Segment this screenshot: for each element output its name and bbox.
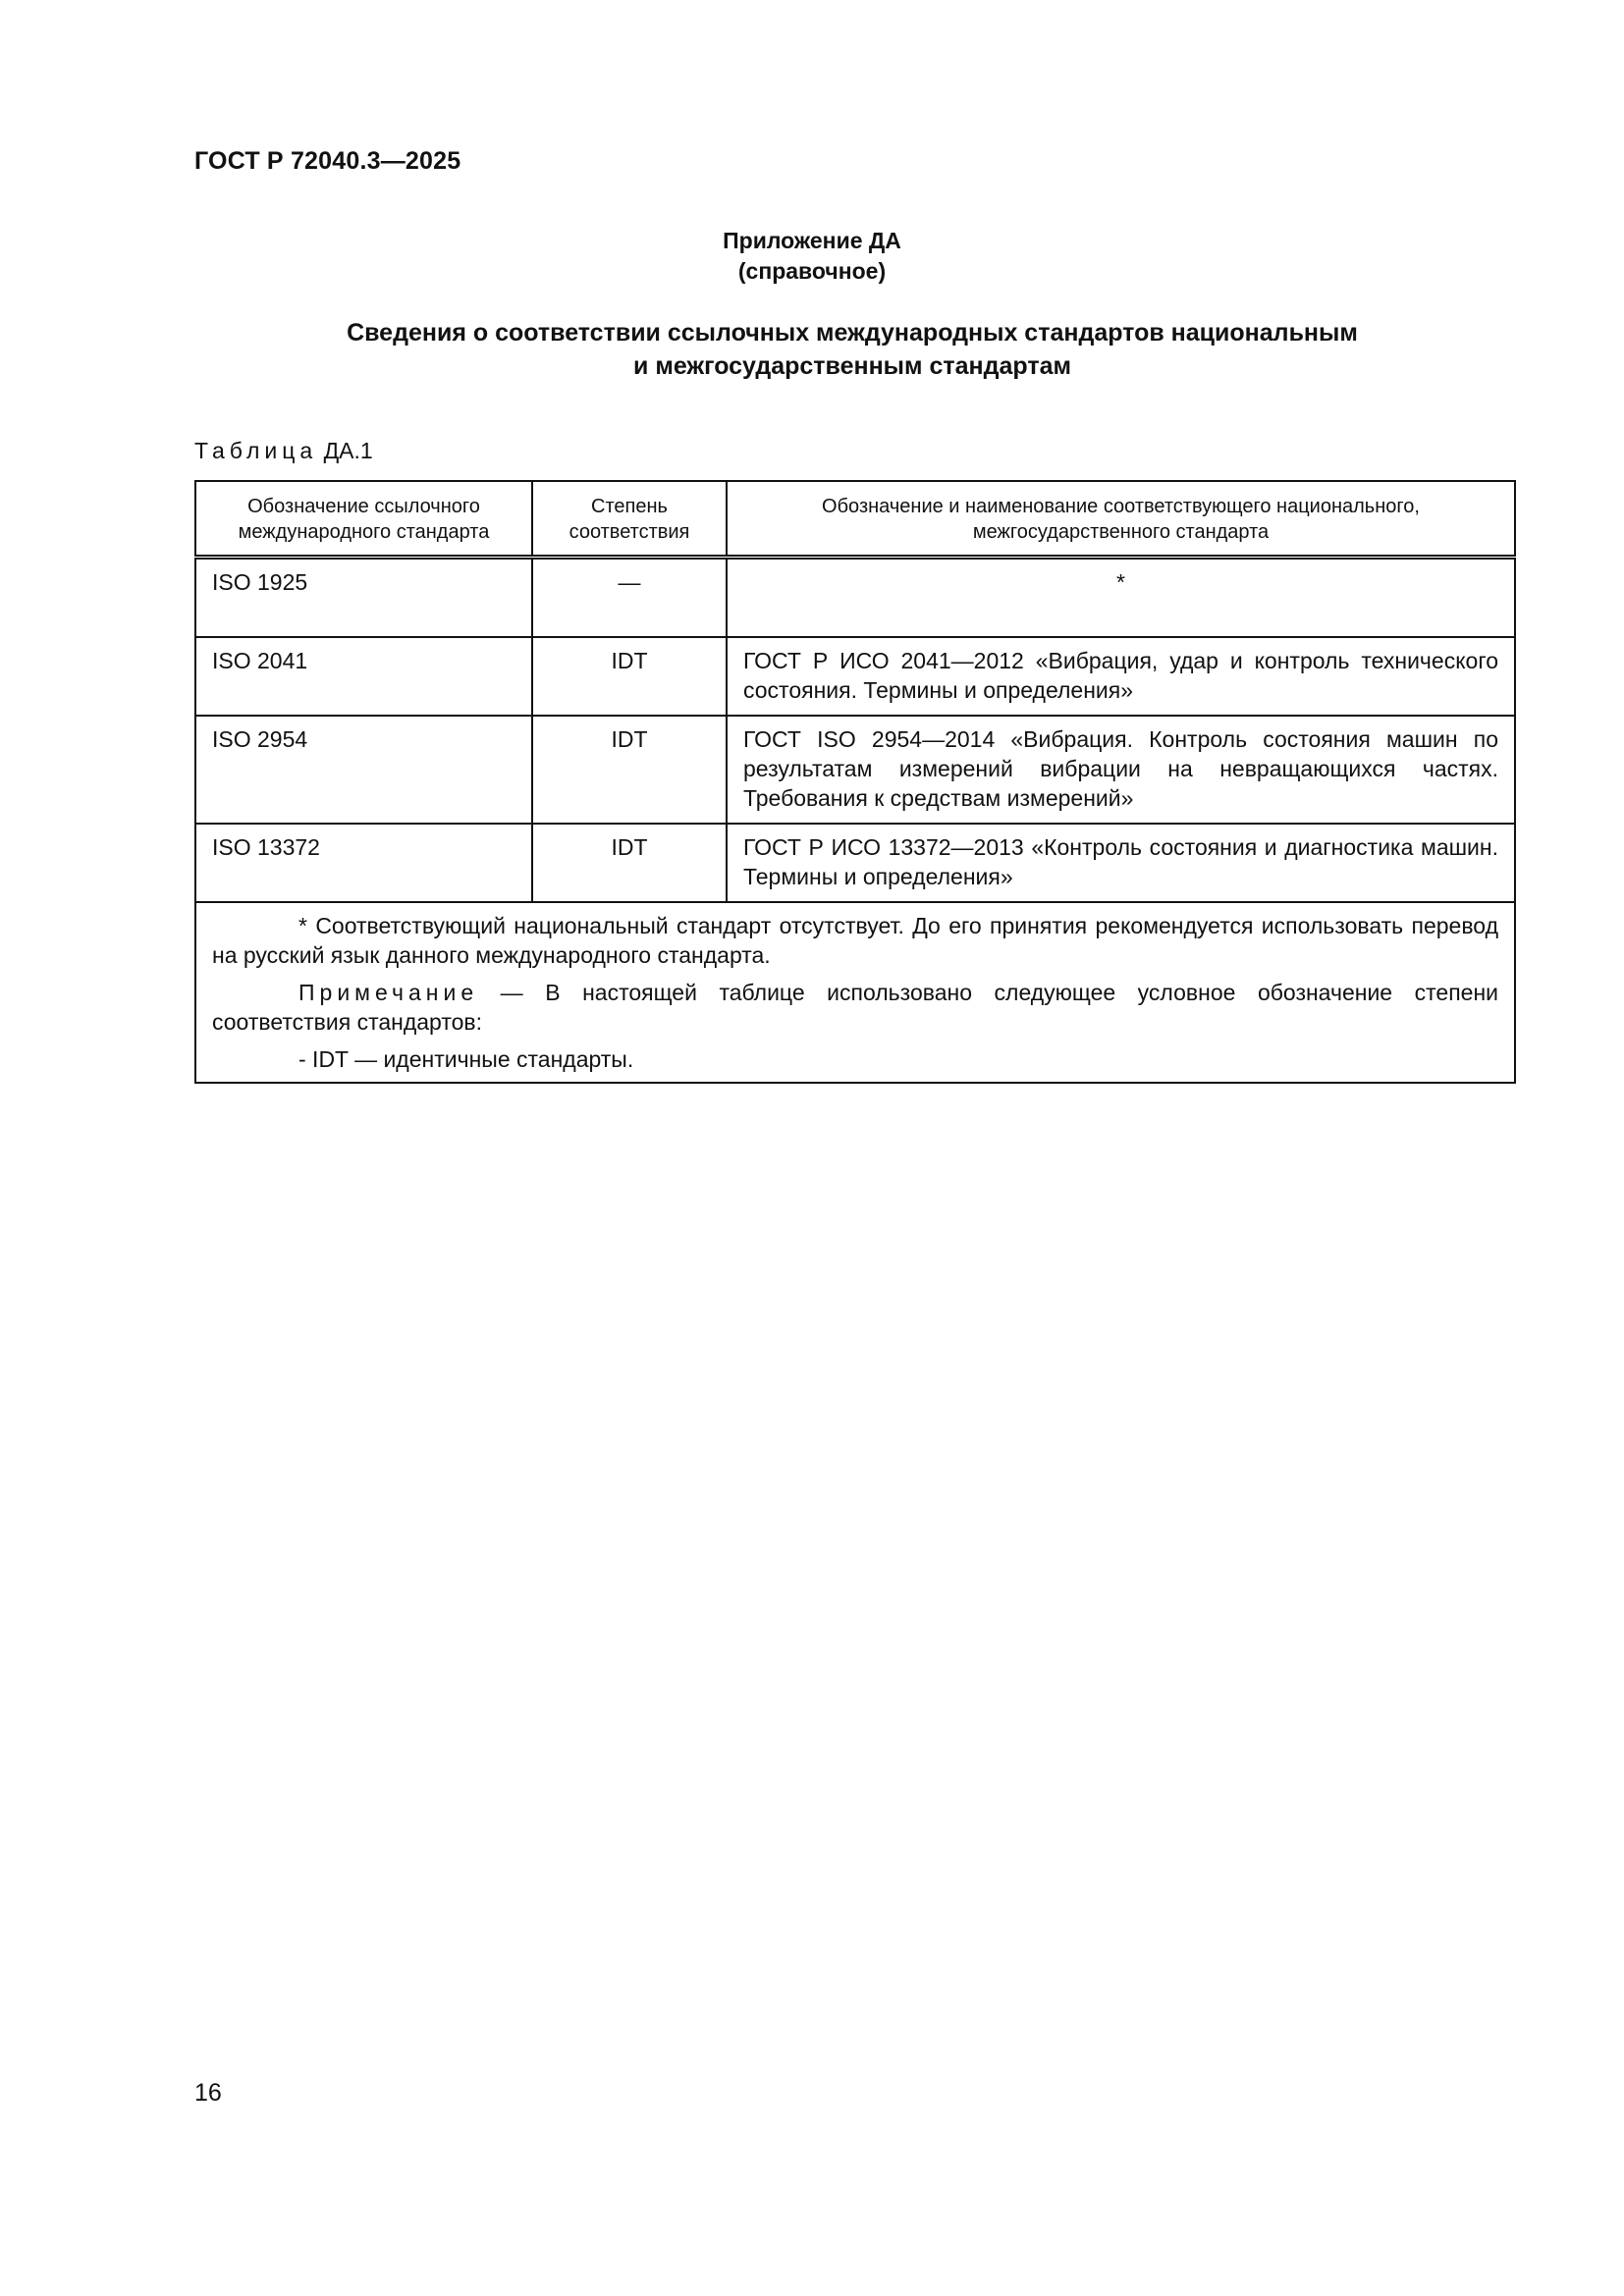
header-national-standard: Обозначение и наименование соответствующего национального, межгосударственного стандарта (727, 481, 1515, 558)
table-note (212, 978, 1498, 1037)
cell-degree: IDT (532, 637, 727, 716)
cell-standard: ISO 1925 (195, 558, 532, 638)
appendix-title: Приложение ДА (723, 228, 901, 253)
table-notes-row (195, 902, 1515, 1083)
table-notes (195, 902, 1515, 1083)
cell-national: ГОСТ ISO 2954—2014 «Вибрация. Контроль состояния машин по результатам измерений вибрации на невращающихся частях. Требования к средствам измерений» (727, 716, 1515, 824)
cell-standard: ISO 2954 (195, 716, 532, 824)
page-number: 16 (194, 2079, 222, 2107)
section-title-line-1: Сведения о соответствии ссылочных международных стандартов национальным (347, 319, 1358, 347)
section-title-line-2: и межгосударственным стандартам (633, 352, 1071, 380)
appendix-subtitle: (справочное) (737, 258, 887, 284)
note-text: — В настоящей таблице использовано следующее условное обозначение степени соответствия стандартов: (212, 980, 1498, 1035)
table-row (195, 637, 1515, 716)
table-caption (194, 438, 373, 464)
table-row (195, 824, 1515, 902)
note-label: Примечание (298, 980, 479, 1005)
section-title (194, 316, 1510, 383)
cell-standard: ISO 2041 (195, 637, 532, 716)
cell-degree: IDT (532, 824, 727, 902)
header-degree: Степень соответствия (532, 481, 727, 558)
table-caption-word: Таблица (194, 438, 318, 463)
table-header-row (195, 481, 1515, 558)
document-code: ГОСТ Р 72040.3—2025 (194, 147, 461, 175)
cell-degree: — (532, 558, 727, 638)
table-row (195, 716, 1515, 824)
cell-national: ГОСТ Р ИСО 13372—2013 «Контроль состояния и диагностика машин. Термины и определения» (727, 824, 1515, 902)
table-caption-number: ДА.1 (323, 438, 373, 463)
cell-national: * (727, 558, 1515, 638)
cell-national: ГОСТ Р ИСО 2041—2012 «Вибрация, удар и контроль технического состояния. Термины и определения» (727, 637, 1515, 716)
header-international-standard: Обозначение ссылочного международного стандарта (195, 481, 532, 558)
cell-standard: ISO 13372 (195, 824, 532, 902)
table-footnote: * Соответствующий национальный стандарт отсутствует. До его принятия рекомендуется использовать перевод на русский язык данного международного стандарта. (212, 913, 1498, 968)
appendix-heading (0, 226, 1624, 287)
table-row (195, 558, 1515, 638)
note-list-item: - IDT — идентичные стандарты. (298, 1046, 634, 1072)
correspondence-table (194, 480, 1516, 1084)
cell-degree: IDT (532, 716, 727, 824)
